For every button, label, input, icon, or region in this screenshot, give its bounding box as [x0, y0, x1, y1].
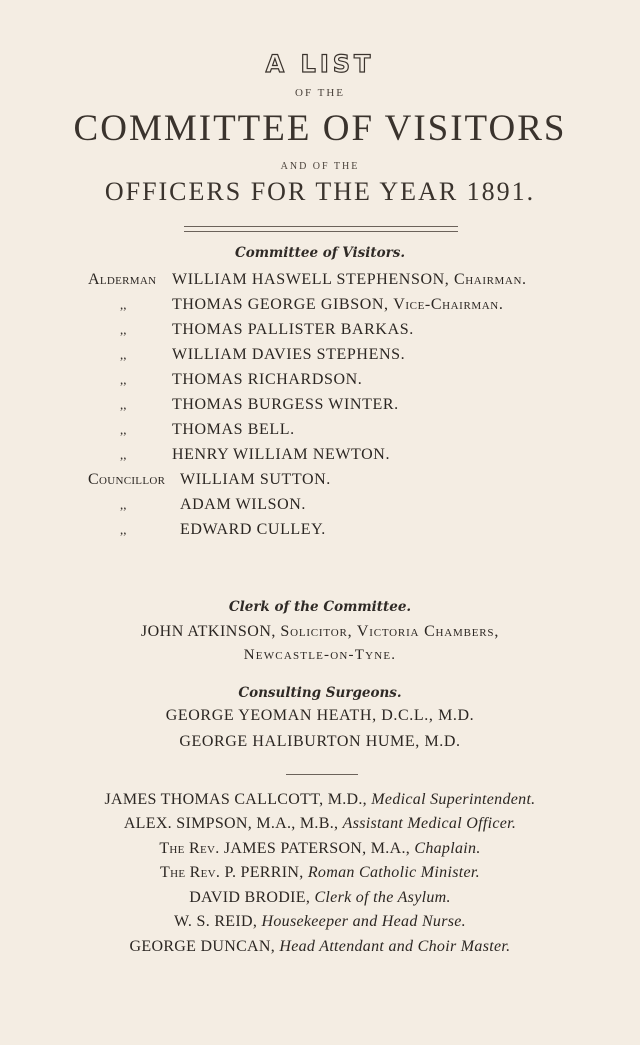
surgeons-section-title: Consulting Surgeons.	[238, 685, 402, 701]
member-title: Councillor	[88, 471, 166, 488]
officer-office: Roman Catholic Minister.	[307, 864, 480, 881]
clerk-name-line	[0, 622, 640, 642]
member-name: HENRY WILLIAM NEWTON.	[172, 446, 391, 463]
officer-name: JAMES PATERSON, M.A.,	[223, 840, 411, 857]
member-role: Chairman.	[453, 271, 527, 288]
officer-office: Head Attendant and Choir Master.	[279, 938, 511, 955]
officer-entry	[0, 888, 640, 908]
officer-prefix: The Rev.	[160, 864, 221, 881]
ditto-mark: ,,	[120, 522, 127, 537]
ditto-mark: ,,	[120, 422, 127, 437]
officer-entry	[0, 863, 640, 883]
officer-office: Chaplain.	[414, 840, 481, 857]
officers-heading: OFFICERS FOR THE YEAR 1891.	[104, 177, 536, 206]
officer-prefix: The Rev.	[159, 840, 220, 857]
double-divider	[184, 226, 458, 232]
member-name: WILLIAM SUTTON.	[180, 471, 331, 488]
ditto-mark: ,,	[120, 497, 127, 512]
list-title: A LIST	[265, 50, 375, 78]
member-name: WILLIAM DAVIES STEPHENS.	[172, 346, 406, 363]
officer-name: GEORGE DUNCAN,	[129, 938, 276, 955]
officer-name: W. S. REID,	[174, 913, 258, 930]
clerk-designation: Solicitor, Victoria Chambers,	[280, 623, 500, 640]
officer-name: JAMES THOMAS CALLCOTT, M.D.,	[104, 791, 367, 808]
committee-section-title: Committee of Visitors.	[234, 245, 406, 261]
clerk-address: Newcastle-on-Tyne.	[243, 647, 397, 663]
officer-office: Medical Superintendent.	[371, 791, 536, 808]
officer-entry	[0, 790, 640, 810]
officer-office: Assistant Medical Officer.	[342, 815, 517, 832]
officer-entry	[0, 814, 640, 834]
officer-entry	[0, 839, 640, 859]
officer-name: ALEX. SIMPSON, M.A., M.B.,	[123, 815, 339, 832]
officer-name: P. PERRIN,	[224, 864, 304, 881]
member-name: THOMAS PALLISTER BARKAS.	[172, 321, 414, 338]
committee-heading: COMMITTEE OF VISITORS	[73, 108, 567, 149]
ditto-mark: ,,	[120, 297, 127, 312]
short-divider	[286, 774, 358, 775]
officer-entry	[0, 912, 640, 932]
officer-office: Clerk of the Asylum.	[314, 889, 451, 906]
ditto-mark: ,,	[120, 322, 127, 337]
member-name: EDWARD CULLEY.	[180, 521, 326, 538]
clerk-name: JOHN ATKINSON,	[140, 623, 276, 640]
member-name: THOMAS GEORGE GIBSON, Vice-Chairman.	[172, 296, 504, 313]
ditto-mark: ,,	[120, 347, 127, 362]
ditto-mark: ,,	[120, 397, 127, 412]
member-title: Alderman	[88, 271, 157, 288]
member-name: THOMAS BELL.	[172, 421, 295, 438]
and-of-the-caption: AND OF THE	[280, 161, 360, 172]
of-the-caption: OF THE	[295, 87, 345, 99]
ditto-mark: ,,	[120, 372, 127, 387]
clerk-section-title: Clerk of the Committee.	[228, 599, 412, 615]
officer-office: Housekeeper and Head Nurse.	[261, 913, 466, 930]
member-name: THOMAS RICHARDSON.	[172, 371, 363, 388]
ditto-mark: ,,	[120, 447, 127, 462]
member-name: ADAM WILSON.	[180, 496, 307, 513]
member-role: Vice-Chairman.	[393, 296, 504, 313]
surgeon-entry: GEORGE YEOMAN HEATH, D.C.L., M.D.	[165, 707, 475, 724]
member-name: WILLIAM HASWELL STEPHENSON, Chairman.	[172, 271, 527, 288]
officer-entry	[0, 937, 640, 957]
member-name: THOMAS BURGESS WINTER.	[172, 396, 399, 413]
surgeon-entry: GEORGE HALIBURTON HUME, M.D.	[179, 733, 461, 750]
officer-name: DAVID BRODIE,	[189, 889, 311, 906]
